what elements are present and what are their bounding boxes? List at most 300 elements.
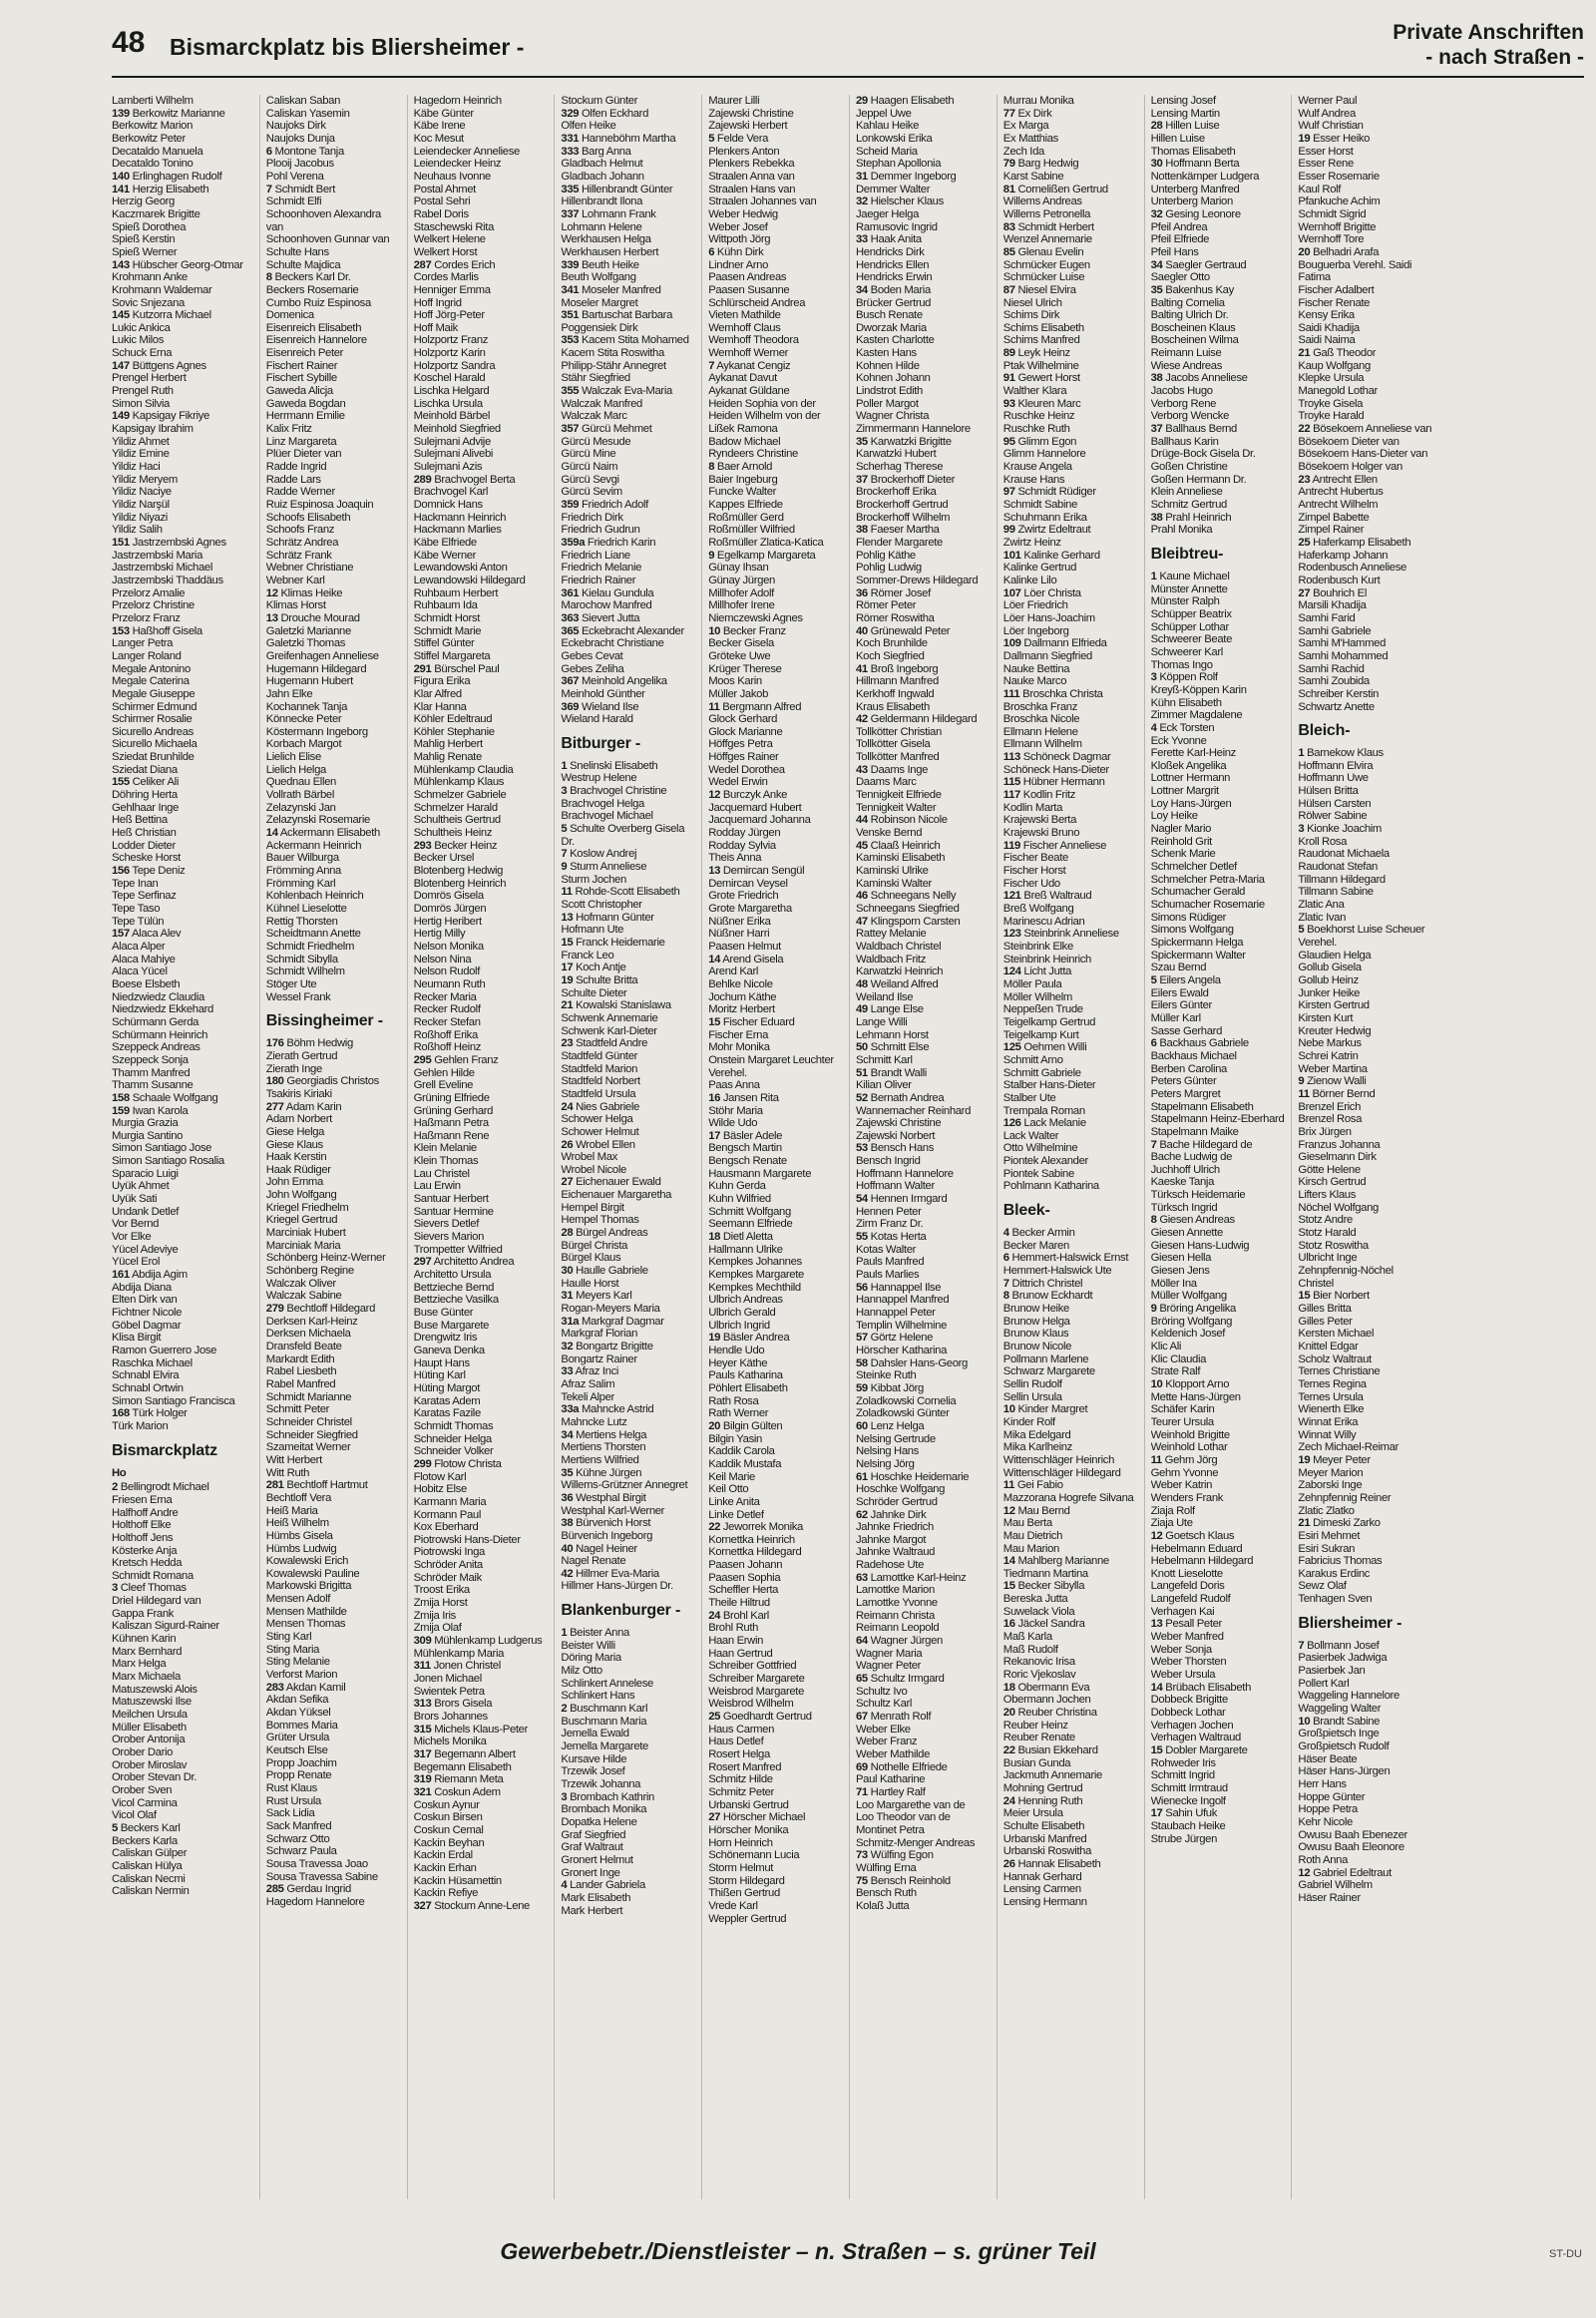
listing-entry — [708, 246, 850, 259]
listing-entry — [1151, 1795, 1293, 1808]
house-number: 7 — [1002, 1277, 1009, 1290]
listing-entry — [266, 1807, 408, 1820]
listing-entry — [561, 1517, 702, 1530]
resident-name: Mühlenkamp Maria — [413, 1647, 505, 1660]
listing-entry — [856, 890, 998, 903]
resident-name: Friedrich Adolf — [582, 499, 648, 511]
resident-name: Abdija Diana — [112, 1281, 172, 1294]
house-number: 333 — [561, 145, 580, 158]
house-number: 54 — [856, 1193, 868, 1206]
resident-name: Coskun Aynur — [413, 1798, 480, 1811]
listing-entry — [1003, 852, 1145, 865]
listing-entry — [266, 1505, 408, 1518]
resident-name: Radehose Ute — [856, 1559, 925, 1572]
house-number: 24 — [561, 1100, 574, 1113]
listing-entry — [414, 966, 556, 978]
house-number: 353 — [561, 334, 580, 347]
resident-name: Eisenreich Peter — [265, 347, 344, 360]
resident-name: Raudonat Michaela — [1298, 848, 1390, 861]
listing-entry — [266, 701, 408, 714]
resident-name: Götte Helene — [1298, 1163, 1361, 1176]
listing-entry — [414, 1041, 556, 1054]
listing-entry — [561, 347, 702, 360]
resident-name: Wenders Frank — [1150, 1491, 1224, 1504]
resident-name: Piotrowski Inga — [413, 1546, 485, 1559]
listing-entry — [112, 599, 253, 612]
listing-entry — [561, 886, 702, 899]
listing-entry — [266, 1101, 408, 1114]
resident-name: Krause Hans — [1002, 473, 1065, 486]
resident-name: Storm Helmut — [708, 1861, 774, 1874]
resident-name: Gei Fabio — [1016, 1479, 1063, 1492]
listing-entry — [856, 954, 998, 966]
listing-entry — [1298, 1151, 1439, 1164]
resident-name: Bürgel Christa — [561, 1239, 628, 1252]
listing-entry — [561, 1879, 702, 1892]
resident-name: Langer Roland — [112, 649, 182, 662]
resident-name: Reimann Luise — [1150, 347, 1222, 360]
resident-name: Schmitt Irmtraud — [1150, 1781, 1228, 1794]
listing-entry — [561, 575, 702, 587]
resident-name: Schneider Siegfried — [265, 1428, 358, 1441]
listing-entry — [1298, 208, 1439, 221]
resident-name: Kasten Charlotte — [856, 334, 935, 347]
resident-name: Pauls Manfred — [856, 1256, 925, 1269]
resident-name: Schmelcher Detlef — [1150, 861, 1237, 874]
listing-entry — [112, 1180, 253, 1193]
listing-entry — [266, 1593, 408, 1606]
resident-name: Klepke Ursula — [1298, 372, 1365, 385]
listing-entry — [1003, 1416, 1145, 1429]
house-number: 151 — [112, 536, 130, 549]
listing-entry — [266, 663, 408, 676]
listing-entry — [1298, 861, 1439, 874]
resident-name: Egelkamp Margareta — [716, 549, 816, 562]
house-number: 161 — [112, 1269, 130, 1282]
resident-name: Schönemann Lucia — [708, 1849, 800, 1862]
listing-entry — [414, 1256, 556, 1269]
resident-name: Walczak Sabine — [265, 1290, 342, 1303]
resident-name: Leyk Heinz — [1017, 347, 1070, 360]
resident-name: Kohnen Hilde — [856, 359, 920, 372]
listing-entry — [266, 512, 408, 525]
resident-name: Büttgens Agnes — [132, 359, 206, 372]
listing-entry — [856, 1648, 998, 1661]
resident-name: Klingsporn Carsten — [870, 915, 961, 928]
resident-name: Friedrich Liane — [561, 549, 630, 562]
resident-name: Haus Carmen — [708, 1723, 775, 1736]
listing-entry — [1298, 1063, 1439, 1076]
resident-name: Bartuschat Barbara — [582, 309, 673, 322]
listing-entry — [266, 1454, 408, 1467]
listing-entry — [856, 840, 998, 853]
listing-entry — [112, 1684, 253, 1697]
listing-entry — [266, 916, 408, 929]
resident-name: Vicol Olaf — [112, 1809, 157, 1822]
listing-entry — [856, 1837, 998, 1850]
listing-entry — [1298, 1867, 1439, 1880]
resident-name: Hoppe Petra — [1298, 1803, 1358, 1816]
listing-entry — [112, 347, 253, 360]
listing-entry — [414, 385, 556, 398]
resident-name: Webner Christiane — [265, 562, 354, 575]
listing-entry — [856, 1142, 998, 1155]
resident-name: Lange Willi — [856, 1015, 908, 1028]
street-heading: Bliersheimer - — [1298, 1614, 1402, 1632]
listing-entry — [1003, 233, 1145, 246]
page-header — [112, 20, 1596, 80]
house-number: 16 — [708, 1091, 721, 1104]
listing-entry — [1298, 1240, 1439, 1253]
listing-entry — [561, 861, 702, 874]
listing-entry — [708, 1811, 850, 1824]
listing-entry — [112, 1294, 253, 1307]
listing-entry — [266, 1341, 408, 1353]
listing-entry — [266, 890, 408, 903]
house-number: 351 — [561, 309, 580, 322]
resident-name: Rabel Liesbeth — [265, 1365, 337, 1378]
resident-name: Lottner Hermann — [1150, 772, 1231, 785]
resident-name: Kotas Herta — [870, 1231, 927, 1244]
listing-entry — [1151, 848, 1293, 861]
listing-entry — [1151, 448, 1293, 461]
resident-name: Klic Claudia — [1150, 1352, 1207, 1365]
resident-name: Stapelmann Heinz-Eberhard — [1150, 1113, 1285, 1126]
resident-name: Cordes Marlis — [413, 271, 479, 284]
listing-entry — [1003, 184, 1145, 196]
listing-entry — [112, 271, 253, 284]
resident-name: Görtz Helene — [870, 1332, 934, 1345]
resident-name: Großpietsch Inge — [1298, 1728, 1380, 1740]
listing-entry — [1003, 1694, 1145, 1707]
resident-name: Sting Maria — [265, 1643, 320, 1656]
house-number: 29 — [856, 95, 868, 107]
listing-entry — [708, 1572, 850, 1585]
resident-name: Naujoks Dunja — [265, 132, 335, 145]
listing-entry — [112, 436, 253, 449]
listing-entry — [1003, 1782, 1145, 1795]
listing-entry — [1298, 284, 1439, 297]
listing-entry — [266, 587, 408, 600]
listing-entry — [266, 1644, 408, 1657]
house-number: 3 — [561, 1790, 568, 1803]
resident-name: Urbanski Manfred — [1002, 1832, 1087, 1845]
resident-name: Demircan Veysel — [708, 877, 788, 890]
house-number: 14 — [265, 827, 278, 840]
resident-name: Georgiadis Christos — [286, 1075, 379, 1088]
listing-entry — [266, 1353, 408, 1366]
resident-name: Gürcü Sevim — [561, 486, 622, 499]
resident-name: Rath Rosa — [708, 1394, 759, 1407]
resident-name: Ulbrich Gerald — [708, 1307, 776, 1319]
listing-entry — [561, 810, 702, 823]
resident-name: Marsili Khadija — [1298, 599, 1367, 612]
resident-name: Kibbat Jörg — [870, 1381, 924, 1394]
listing-entry — [708, 448, 850, 461]
resident-name: Wannemacher Reinhard — [856, 1104, 972, 1117]
listing-entry — [561, 1341, 702, 1353]
listing-entry — [1151, 1290, 1293, 1303]
listing-entry — [856, 1673, 998, 1686]
house-number: 12 — [1002, 1504, 1015, 1517]
listing-entry — [561, 1416, 702, 1429]
listing-entry — [1003, 334, 1145, 347]
listing-entry — [1003, 1644, 1145, 1657]
house-number: 283 — [265, 1681, 284, 1694]
resident-name: Schulte Majdica — [265, 258, 341, 271]
listing-entry — [1003, 802, 1145, 815]
listing-entry — [1003, 1092, 1145, 1105]
listing-entry — [414, 360, 556, 373]
listing-entry — [266, 1845, 408, 1858]
listing-entry — [414, 95, 556, 108]
listing-entry — [561, 625, 702, 638]
resident-name: Niemczewski Agnes — [708, 611, 803, 624]
listing-entry — [856, 322, 998, 335]
listing-entry — [561, 688, 702, 701]
listing-entry — [561, 599, 702, 612]
house-number: 1 — [1298, 747, 1305, 760]
house-number: 64 — [856, 1635, 868, 1648]
listing-entry — [414, 814, 556, 827]
listing-entry — [266, 1240, 408, 1253]
resident-name: Saegler Gertraud — [1165, 258, 1247, 271]
resident-name: Piotrowski Hans-Dieter — [413, 1533, 521, 1546]
resident-name: Plenkers Rebekka — [708, 158, 795, 171]
listing-entry — [1003, 599, 1145, 612]
listing-entry — [112, 1282, 253, 1295]
resident-name: Giesen Hans-Ludwig — [1150, 1239, 1250, 1252]
listing-entry — [708, 1748, 850, 1761]
listing-entry — [414, 663, 556, 676]
resident-name: Akdan Yüksel — [265, 1707, 331, 1720]
listing-entry — [561, 1829, 702, 1842]
resident-name: Hempel Thomas — [561, 1214, 639, 1227]
resident-name: Raudonat Stefan — [1298, 861, 1378, 874]
resident-name: Hannak Elisabeth — [1017, 1857, 1101, 1870]
resident-name: Mühlenkamp Ludgerus — [434, 1635, 543, 1648]
resident-name: Becker Armin — [1011, 1227, 1075, 1240]
resident-name: Rohde-Scott Elisabeth — [575, 886, 680, 899]
listing-entry — [1298, 1328, 1439, 1341]
resident-name: Zmija Horst — [413, 1597, 468, 1610]
listing-entry — [708, 1521, 850, 1534]
resident-name: Jeppel Uwe — [856, 107, 912, 120]
resident-name: Langer Petra — [112, 637, 174, 650]
resident-name: Peters Margret — [1150, 1087, 1221, 1100]
listing-entry — [708, 1029, 850, 1042]
listing-entry — [856, 1773, 998, 1786]
listing-entry — [1151, 1543, 1293, 1556]
resident-name: Schultz Irmgard — [870, 1673, 945, 1686]
resident-name: Lewandowski Anton — [413, 562, 508, 575]
resident-name: Hobitz Else — [413, 1483, 467, 1496]
listing-entry — [112, 133, 253, 146]
resident-name: Lensing Carmen — [1002, 1883, 1081, 1896]
listing-entry — [708, 146, 850, 159]
resident-name: Kaliszan Sigurd-Rainer — [112, 1620, 219, 1633]
resident-name: Schreiber Kerstin — [1298, 687, 1380, 700]
resident-name: Derksen Karl-Heinz — [265, 1315, 358, 1328]
resident-name: Cordes Erich — [434, 258, 496, 271]
listing-entry — [112, 966, 253, 978]
listing-entry — [266, 246, 408, 259]
listing-entry — [856, 802, 998, 815]
house-number: 41 — [856, 662, 868, 675]
resident-name: Samhi Rachid — [1298, 662, 1365, 675]
resident-name: Afraz Salim — [561, 1377, 615, 1390]
resident-name: Sting Melanie — [265, 1656, 330, 1669]
listing-entry — [266, 120, 408, 133]
listing-entry — [1298, 1505, 1439, 1518]
listing-entry — [561, 1113, 702, 1126]
listing-entry — [561, 1025, 702, 1038]
resident-name: Lander Gabriela — [570, 1879, 645, 1892]
listing-entry — [561, 195, 702, 208]
listing-entry — [1298, 1841, 1439, 1854]
listing-entry — [266, 1606, 408, 1619]
resident-name: Matuszewski Alois — [112, 1683, 198, 1696]
resident-name: Wülfing Erna — [856, 1861, 917, 1874]
resident-name: Goßen Hermann Dr. — [1150, 473, 1247, 486]
listing-entry — [561, 1126, 702, 1139]
listing-entry — [561, 1841, 702, 1854]
resident-name: Schmidt Horst — [413, 611, 480, 624]
resident-name: Krajewski Bruno — [1002, 827, 1080, 840]
resident-name: Moseler Manfred — [582, 283, 661, 296]
resident-name: Stadtfeld Andre — [576, 1037, 648, 1050]
resident-name: Broschka Christa — [1022, 687, 1103, 700]
street-heading: Bissingheimer - — [265, 1012, 383, 1030]
resident-name: Markardt Edith — [265, 1352, 335, 1365]
listing-entry — [112, 1709, 253, 1722]
listing-entry — [1151, 1328, 1293, 1341]
house-number: 107 — [1002, 586, 1021, 599]
house-number: 19 — [561, 973, 574, 986]
listing-entry — [112, 802, 253, 815]
listing-entry — [708, 499, 850, 512]
listing-entry — [266, 1189, 408, 1202]
house-number: 35 — [561, 1466, 574, 1479]
resident-name: Postal Ahmet — [413, 183, 476, 195]
listing-entry — [1151, 171, 1293, 184]
listing-entry — [561, 171, 702, 184]
listing-entry — [1298, 499, 1439, 512]
resident-name: Lukic Milos — [112, 334, 165, 347]
house-number: 11 — [708, 700, 720, 713]
resident-name: Paasen Andreas — [708, 271, 787, 284]
listing-entry — [1298, 1467, 1439, 1480]
listing-entry — [1298, 1593, 1439, 1606]
resident-name: Sommer-Drews Hildegard — [856, 574, 979, 586]
listing-entry — [708, 372, 850, 385]
listing-entry — [708, 524, 850, 537]
resident-name: Schmidt Friedhelm — [265, 940, 355, 953]
resident-name: Propp Joachim — [265, 1756, 337, 1769]
listing-entry — [561, 512, 702, 525]
street-subheading: Ho — [112, 1466, 127, 1479]
resident-name: Spickermann Helga — [1150, 937, 1244, 949]
section-heading — [1393, 20, 1584, 70]
house-number: 44 — [856, 814, 868, 827]
listing-entry — [1151, 423, 1293, 436]
resident-name: Celiker Ali — [132, 776, 179, 789]
resident-name: Plüer Dieter van — [265, 448, 342, 461]
resident-name: Eck Yvonne — [1150, 734, 1207, 747]
listing-entry — [708, 966, 850, 978]
resident-name: Loy Heike — [1150, 810, 1198, 823]
house-number: 357 — [561, 423, 580, 436]
listing-entry — [112, 1771, 253, 1784]
listing-entry — [1003, 1543, 1145, 1556]
listing-entry — [112, 1608, 253, 1621]
listing-entry — [856, 738, 998, 751]
resident-name: Gladbach Johann — [561, 170, 644, 183]
resident-name: Linke Anita — [708, 1495, 760, 1508]
listing-entry — [708, 1218, 850, 1231]
resident-name: Galetzki Marianne — [265, 624, 351, 637]
resident-name: Wernhoff Tore — [1298, 233, 1365, 246]
resident-name: Schüpper Beatrix — [1150, 607, 1232, 620]
resident-name: Storm Hildegard — [708, 1874, 785, 1887]
listing-entry — [1298, 1126, 1439, 1139]
listing-entry — [561, 284, 702, 297]
listing-entry — [561, 1454, 702, 1467]
resident-name: Lohmann Helene — [561, 220, 642, 233]
listing-entry — [561, 701, 702, 714]
resident-name: Kaczmarek Brigitte — [112, 207, 200, 220]
resident-name: Kreyß-Köppen Karin — [1150, 683, 1247, 696]
resident-name: Bouhrich El — [1313, 586, 1367, 599]
resident-name: Frömming Karl — [265, 877, 336, 890]
listing-entry — [708, 726, 850, 739]
resident-name: Günay Jürgen — [708, 574, 775, 586]
resident-name: Hausmann Margarete — [708, 1167, 812, 1180]
house-number: 17 — [708, 1129, 721, 1142]
resident-name: Kempkes Margarete — [708, 1269, 804, 1282]
resident-name: Sziedat Diana — [112, 763, 178, 776]
listing-entry — [266, 1139, 408, 1152]
listing-entry — [1003, 1429, 1145, 1442]
house-number: 5 — [561, 823, 568, 836]
resident-name: Szau Bernd — [1150, 962, 1207, 974]
listing-entry — [708, 1382, 850, 1395]
listing-entry — [414, 1420, 556, 1433]
listing-entry — [1003, 1720, 1145, 1733]
resident-name: Schlinkert Annelese — [561, 1677, 653, 1690]
listing-entry — [1298, 297, 1439, 310]
resident-name: Rohweder Iris — [1150, 1756, 1216, 1769]
listing-entry — [856, 347, 998, 360]
house-number: 149 — [112, 410, 130, 423]
listing-entry — [1003, 550, 1145, 563]
resident-name: Zwirtz Heinz — [1002, 536, 1061, 549]
listing-entry — [1003, 1240, 1145, 1253]
listing-entry — [112, 1357, 253, 1370]
resident-name: Sturm Anneliese — [570, 861, 647, 874]
listing-entry — [856, 1622, 998, 1635]
resident-name: Zajewski Christine — [708, 107, 794, 120]
resident-name: Koc Mesut — [413, 132, 464, 145]
listing-entry — [1003, 1365, 1145, 1378]
resident-name: Lielich Helga — [265, 763, 326, 776]
listing-entry — [561, 410, 702, 423]
house-number: 71 — [856, 1785, 868, 1798]
house-number: 73 — [856, 1849, 868, 1862]
listing-entry — [708, 1256, 850, 1269]
listing-entry — [1298, 1025, 1439, 1038]
listing-entry — [414, 1168, 556, 1181]
